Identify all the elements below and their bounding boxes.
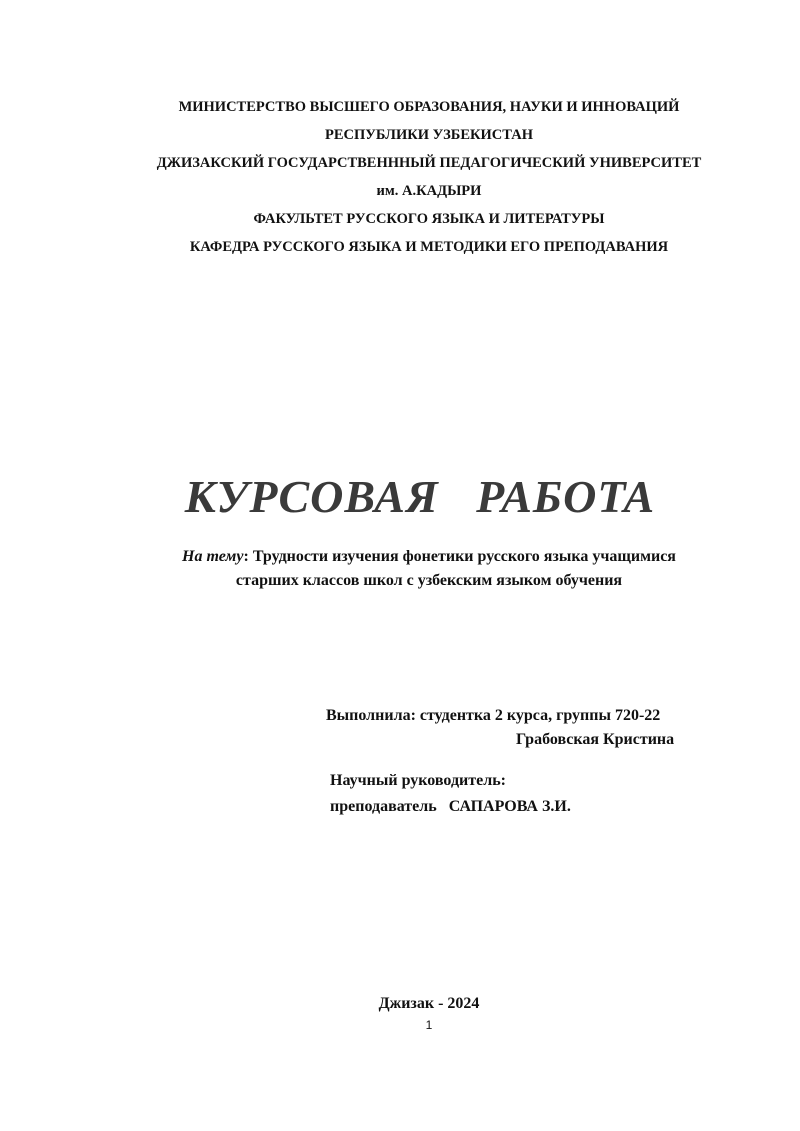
supervisor-block [330,768,750,820]
header-line-republic: РЕСПУБЛИКИ УЗБЕКИСТАН [325,127,533,143]
topic-prefix: На тему [182,548,244,565]
topic-line-1 [0,545,800,569]
page-number: 1 [425,1018,433,1032]
topic-separator: : [243,548,253,565]
document-title: КУРСОВАЯ РАБОТА [184,471,656,522]
header-line-named-after: им. А.КАДЫРИ [376,183,482,199]
city-year: Джизак - 2024 [378,995,480,1012]
topic-line-2: старших классов школ с узбекским языком обучения [235,572,623,589]
header-line-faculty: ФАКУЛЬТЕТ РУССКОГО ЯЗЫКА И ЛИТЕРАТУРЫ [253,211,605,227]
author-block [326,704,746,752]
institution-header [0,93,800,261]
author-name: Грабовская Кристина [516,731,675,748]
header-line-department: КАФЕДРА РУССКОГО ЯЗЫКА И МЕТОДИКИ ЕГО ПРЕПОДАВАНИЯ [189,239,669,255]
header-line-university: ДЖИЗАКСКИЙ ГОСУДАРСТВЕНННЫЙ ПЕДАГОГИЧЕСКИЙ УНИВЕРСИТЕТ [156,155,702,171]
topic-text-1: Трудности изучения фонетики русского языка учащимися [252,548,676,565]
header-line-ministry: МИНИСТЕРСТВО ВЫСШЕГО ОБРАЗОВАНИЯ, НАУКИ И ИННОВАЦИЙ [178,99,680,115]
supervisor-label: Научный руководитель: [330,772,506,789]
author-line-1: Выполнила: студентка 2 курса, группы 720-22 [326,707,661,724]
supervisor-name: преподаватель САПАРОВА З.И. [330,798,571,815]
topic-block [0,545,800,593]
